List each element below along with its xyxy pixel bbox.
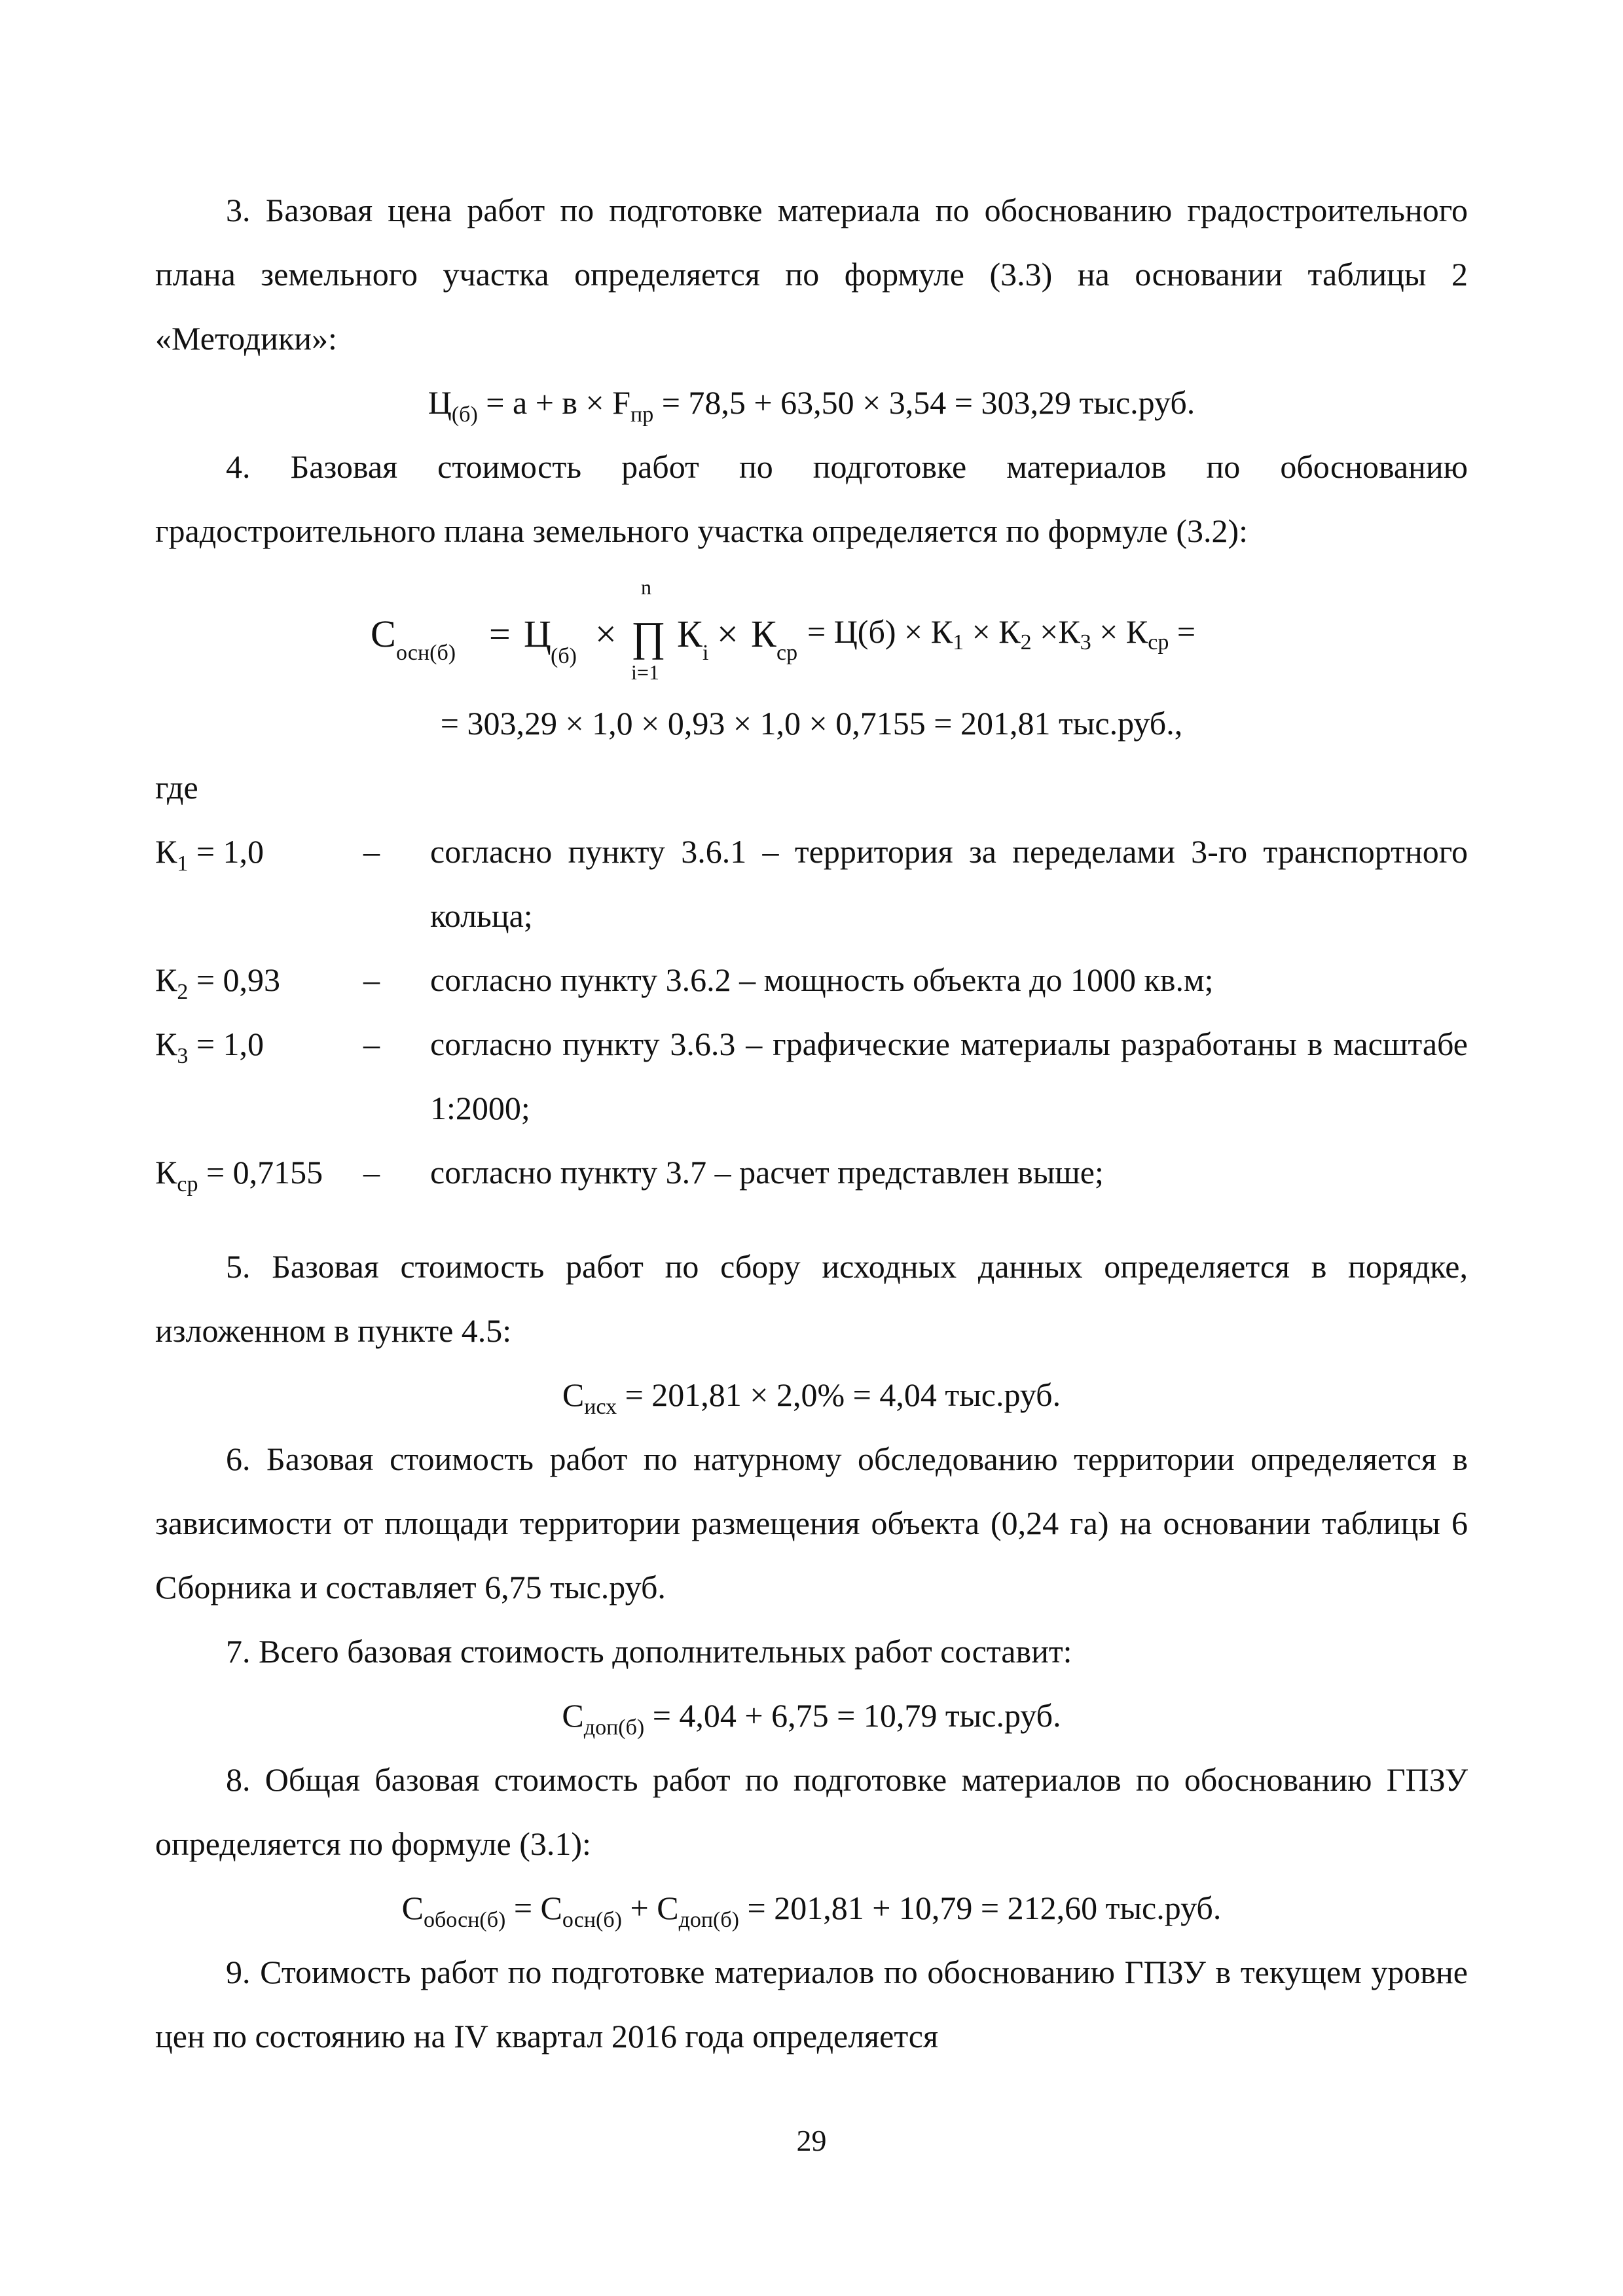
formula-eq: =	[489, 613, 511, 655]
formula-c-sub: осн(б)	[396, 641, 456, 665]
paragraph-9: 9. Стоимость работ по подготовке материалов по обоснованию ГПЗУ в текущем уровне цен по состоянию на IV квартал 2016 года определяется	[155, 1954, 1468, 2054]
paragraph-4: 4. Базовая стоимость работ по подготовке материалов по обоснованию градостроительного плана земельного участка определяется по формуле (3.2):	[155, 448, 1468, 549]
paragraph-6: 6. Базовая стоимость работ по натурному обследованию территории определяется в зависимости от площади территории размещения объекта (0,24 га) на основании таблицы 6 Сборника и составляет 6,75 тыс.руб.	[155, 1441, 1468, 1605]
page-content	[155, 178, 1468, 2068]
definition-key: $К_2 = 0,93$	[155, 961, 281, 1004]
formula-product	[155, 563, 1468, 691]
formula-kcr-sub: ср	[776, 641, 798, 665]
formula-kcr: К	[751, 613, 776, 655]
page-number: 29	[796, 2124, 827, 2157]
formula-k: К	[677, 613, 702, 655]
paragraph-8: 8. Общая базовая стоимость работ по подготовке материалов по обоснованию ГПЗУ определяется по формуле (3.1):	[155, 1761, 1468, 1862]
definition-text: согласно пункту 3.6.3 – графические материалы разработаны в масштабе 1:2000;	[430, 1026, 1468, 1126]
definition-k2	[155, 948, 1468, 1012]
definition-k1	[155, 819, 1468, 948]
formula-base-price: $Ц_{(б)} = а + в \times F_{пр} = 78,5 + 63,50 \times 3,54 = 303,29$ тыс.руб.	[428, 384, 1195, 427]
formula-times: ×	[595, 613, 617, 655]
paragraph-3: 3. Базовая цена работ по подготовке материала по обоснованию градостроительного плана земельного участка определяется по формуле (3.3) на основании таблицы 2 «Методики»:	[155, 192, 1468, 357]
definition-text: согласно пункту 3.7 – расчет представлен выше;	[430, 1154, 1104, 1191]
formula-prod-bottom: i=1	[631, 660, 659, 684]
formula-product-result: = 303,29 × 1,0 × 0,93 × 1,0 × 0,7155 = 201,81 тыс.руб.,	[440, 705, 1183, 742]
formula-prod: ∏	[631, 613, 666, 660]
definition-dash: –	[363, 833, 380, 870]
formula-prod-top: n	[641, 575, 651, 599]
formula-additional: $С_{доп(б)} = 4,04 + 6,75 = 10,79$ тыс.руб.	[562, 1697, 1061, 1740]
formula-product-svg	[155, 563, 1468, 691]
definition-key: $К_3 = 1,0$	[155, 1026, 264, 1068]
definition-dash: –	[363, 961, 380, 998]
where-label: где	[155, 769, 198, 806]
paragraph-7: 7. Всего базовая стоимость дополнительных работ составит:	[226, 1633, 1072, 1670]
formula-rest: = $Ц(б) \times К_1 \times К_2 \times К_3 \times К_{ср}$ =	[807, 613, 1196, 655]
formula-ts: Ц	[524, 613, 551, 655]
definition-dash: –	[363, 1154, 380, 1191]
formula-times2: ×	[717, 613, 739, 655]
definition-k3	[155, 1012, 1468, 1140]
formula-k-sub: i	[702, 641, 709, 665]
coefficient-definitions	[155, 819, 1468, 1204]
formula-source-data: $С_{исх} = 201,81 \times 2,0\% = 4,04$ тыс.руб.	[562, 1376, 1061, 1419]
definition-dash: –	[363, 1026, 380, 1062]
formula-c: С	[371, 613, 396, 655]
formula-ts-sub: (б)	[551, 644, 577, 668]
paragraph-5: 5. Базовая стоимость работ по сбору исходных данных определяется в порядке, изложенном в пункте 4.5:	[155, 1248, 1468, 1349]
definition-kcr	[155, 1140, 1468, 1204]
definition-key: $К_{ср} = 0,7155$	[155, 1154, 323, 1196]
definition-text: согласно пункту 3.6.1 – территория за переделами 3-го транспортного кольца;	[430, 833, 1468, 934]
definition-key: $К_1 = 1,0$	[155, 833, 264, 876]
definition-text: согласно пункту 3.6.2 – мощность объекта до 1000 кв.м;	[430, 961, 1214, 998]
formula-total: $С_{обосн(б)} = С_{осн(б)} + С_{доп(б)} = 201,81 + 10,79 = 212,60$ тыс.руб.	[401, 1890, 1222, 1932]
